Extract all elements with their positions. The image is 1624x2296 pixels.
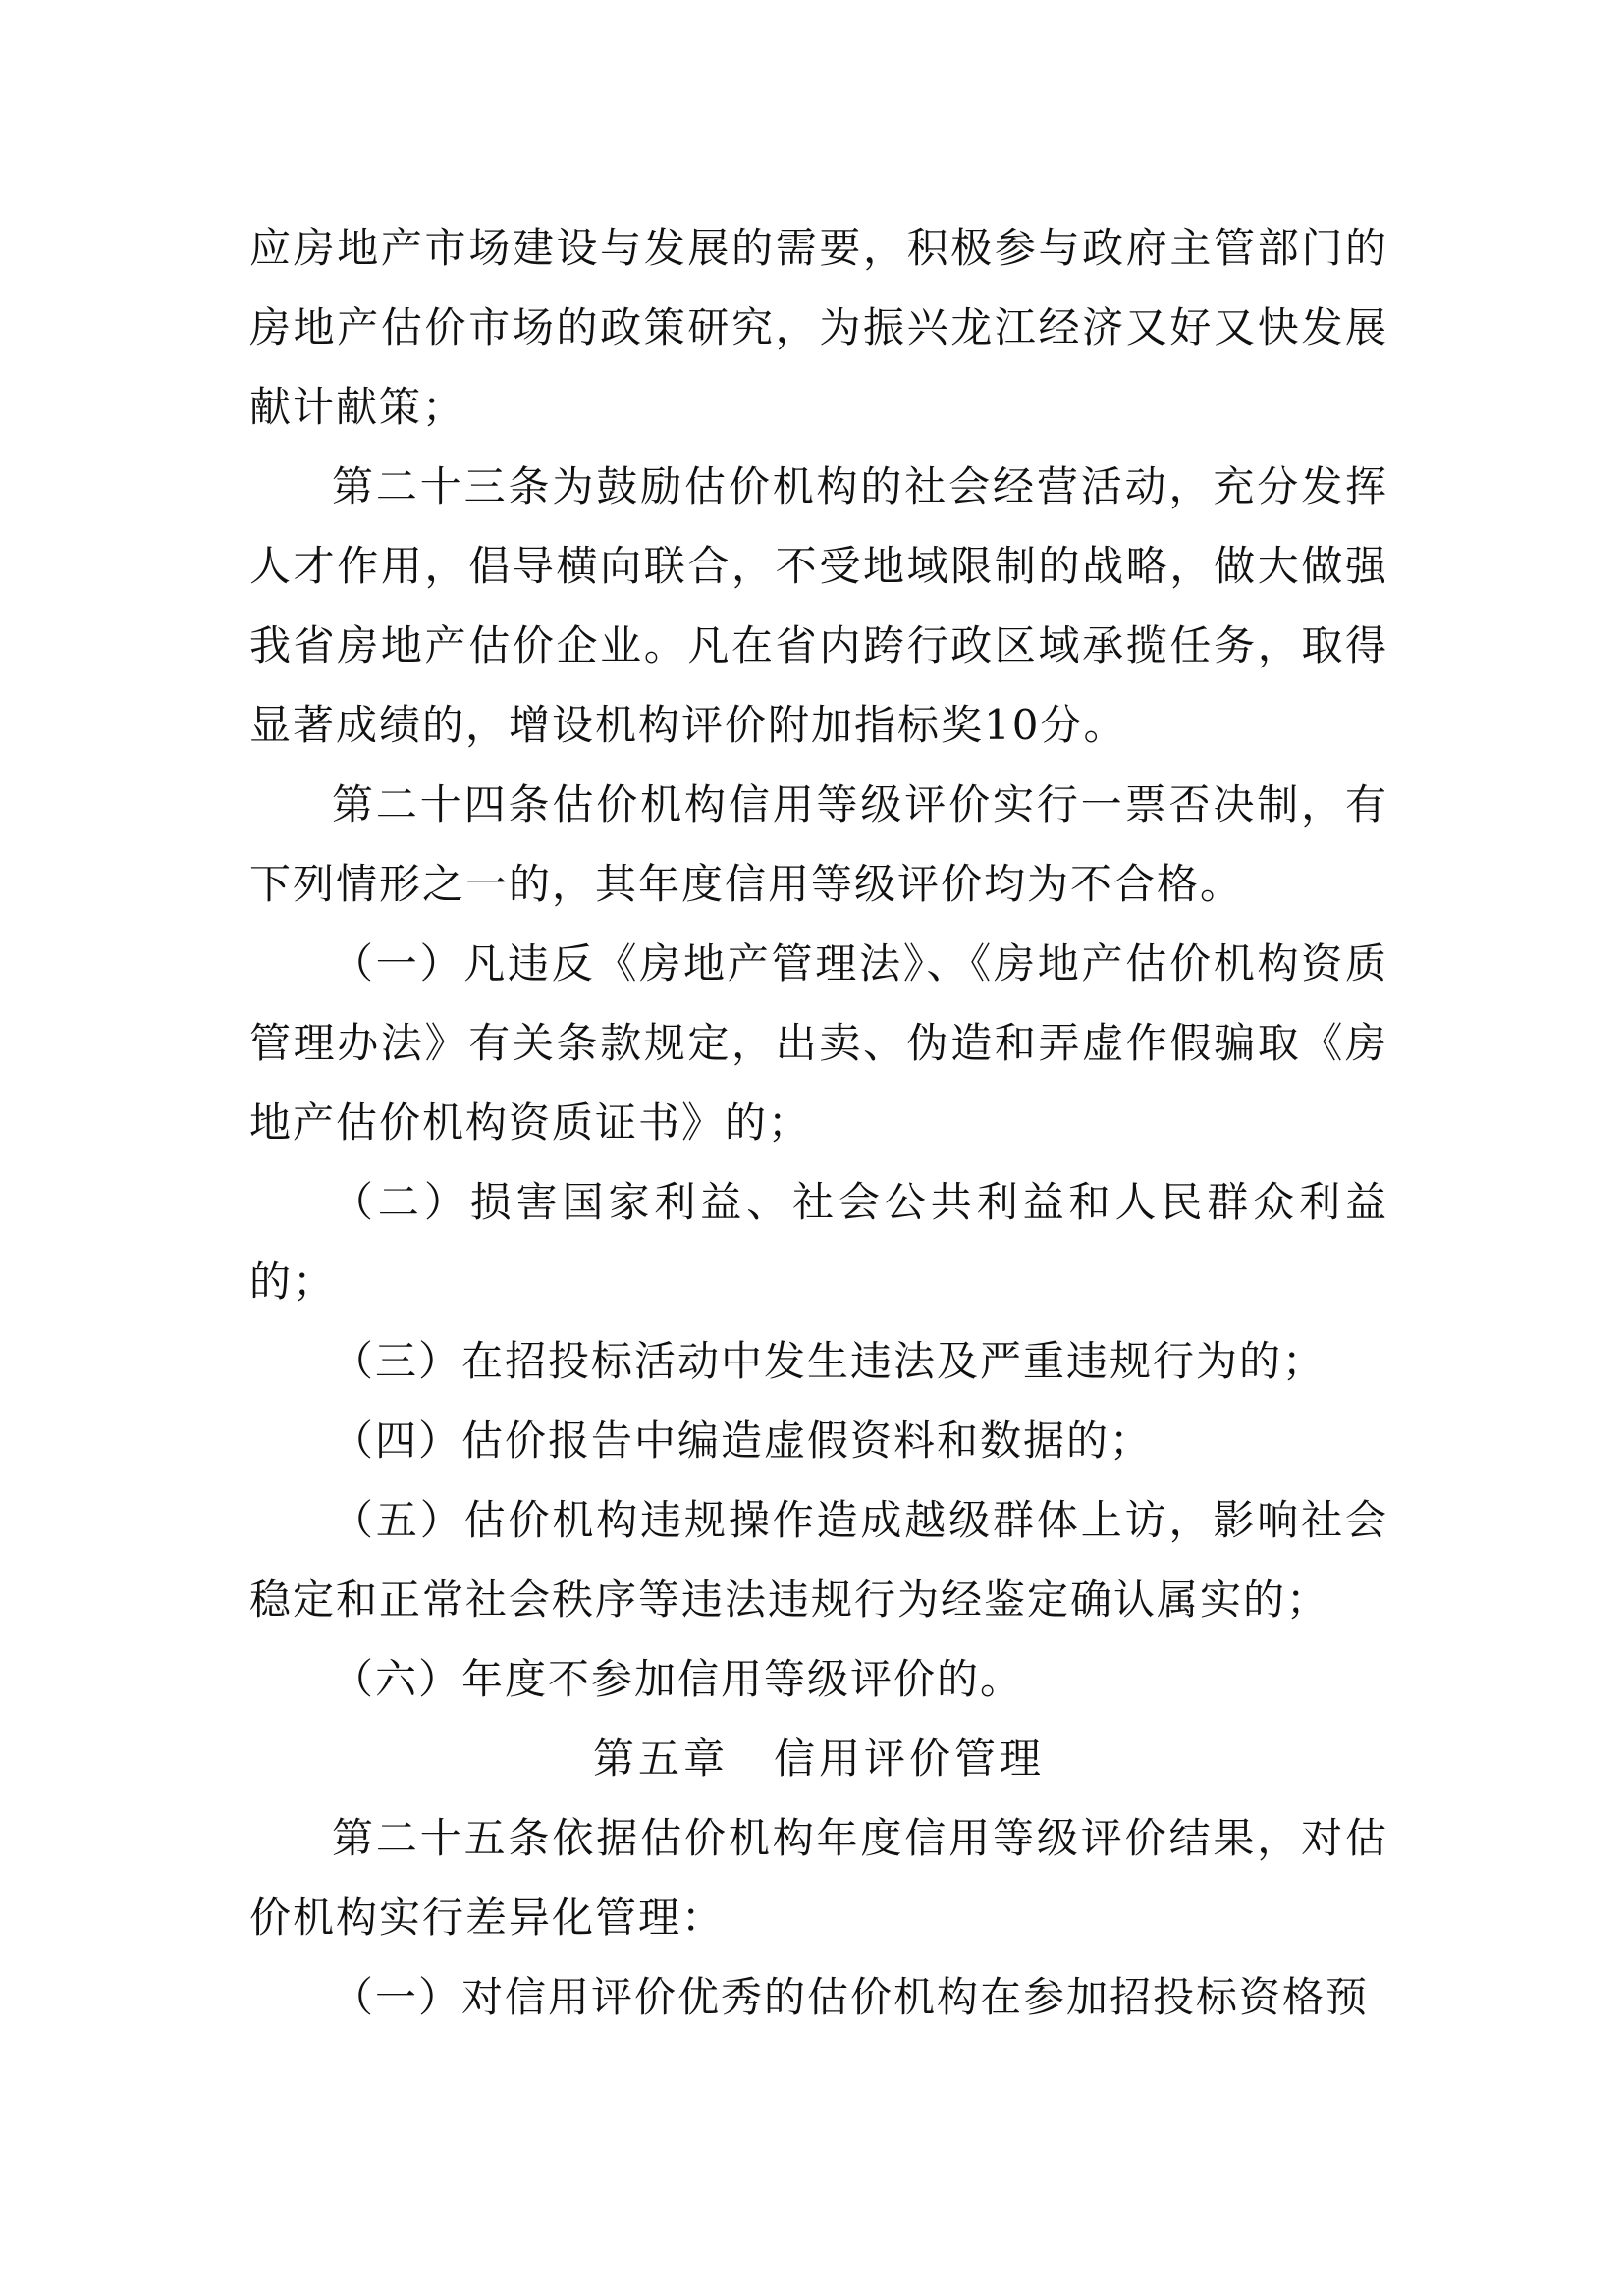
article-25: 第二十五条依据估价机构年度信用等级评价结果，对估价机构实行差异化管理： bbox=[249, 1814, 1388, 1942]
paragraph-continuation: 应房地产市场建设与发展的需要，积极参与政府主管部门的房地产估价市场的政策研究，为振兴龙江经济又好又快发展献计献策； bbox=[249, 224, 1388, 431]
article-24: 第二十四条估价机构信用等级评价实行一票否决制，有下列情形之一的，其年度信用等级评价均为不合格。 bbox=[249, 780, 1388, 908]
article-24-item-4: （四）估价报告中编造虚假资料和数据的； bbox=[332, 1416, 1154, 1465]
document-body bbox=[249, 208, 1388, 2037]
article-24-item-3: （三）在招投标活动中发生违法及严重违规行为的； bbox=[332, 1337, 1326, 1385]
article-24-item-1: （一）凡违反《房地产管理法》、《房地产估价机构资质管理办法》有关条款规定，出卖、伪造和弄虚作假骗取《房地产估价机构资质证书》的； bbox=[249, 939, 1388, 1147]
article-24-item-6: （六）年度不参加信用等级评价的。 bbox=[332, 1655, 1024, 1703]
article-24-item-5: （五）估价机构违规操作造成越级群体上访，影响社会稳定和正常社会秩序等违法违规行为经鉴定确认属实的； bbox=[249, 1496, 1388, 1624]
article-25-item-1: （一）对信用评价优秀的估价机构在参加招投标资格预 bbox=[332, 1973, 1370, 2021]
article-24-item-2: （二）损害国家利益、社会公共利益和人民群众利益的； bbox=[249, 1178, 1388, 1306]
article-23: 第二十三条为鼓励估价机构的社会经营活动，充分发挥人才作用，倡导横向联合，不受地域限制的战略，做大做强我省房地产估价企业。凡在省内跨行政区域承揽任务，取得显著成绩的，增设机构评价附加指标奖10分。 bbox=[249, 462, 1388, 749]
chapter-heading: 第五章 信用评价管理 bbox=[592, 1735, 1045, 1783]
